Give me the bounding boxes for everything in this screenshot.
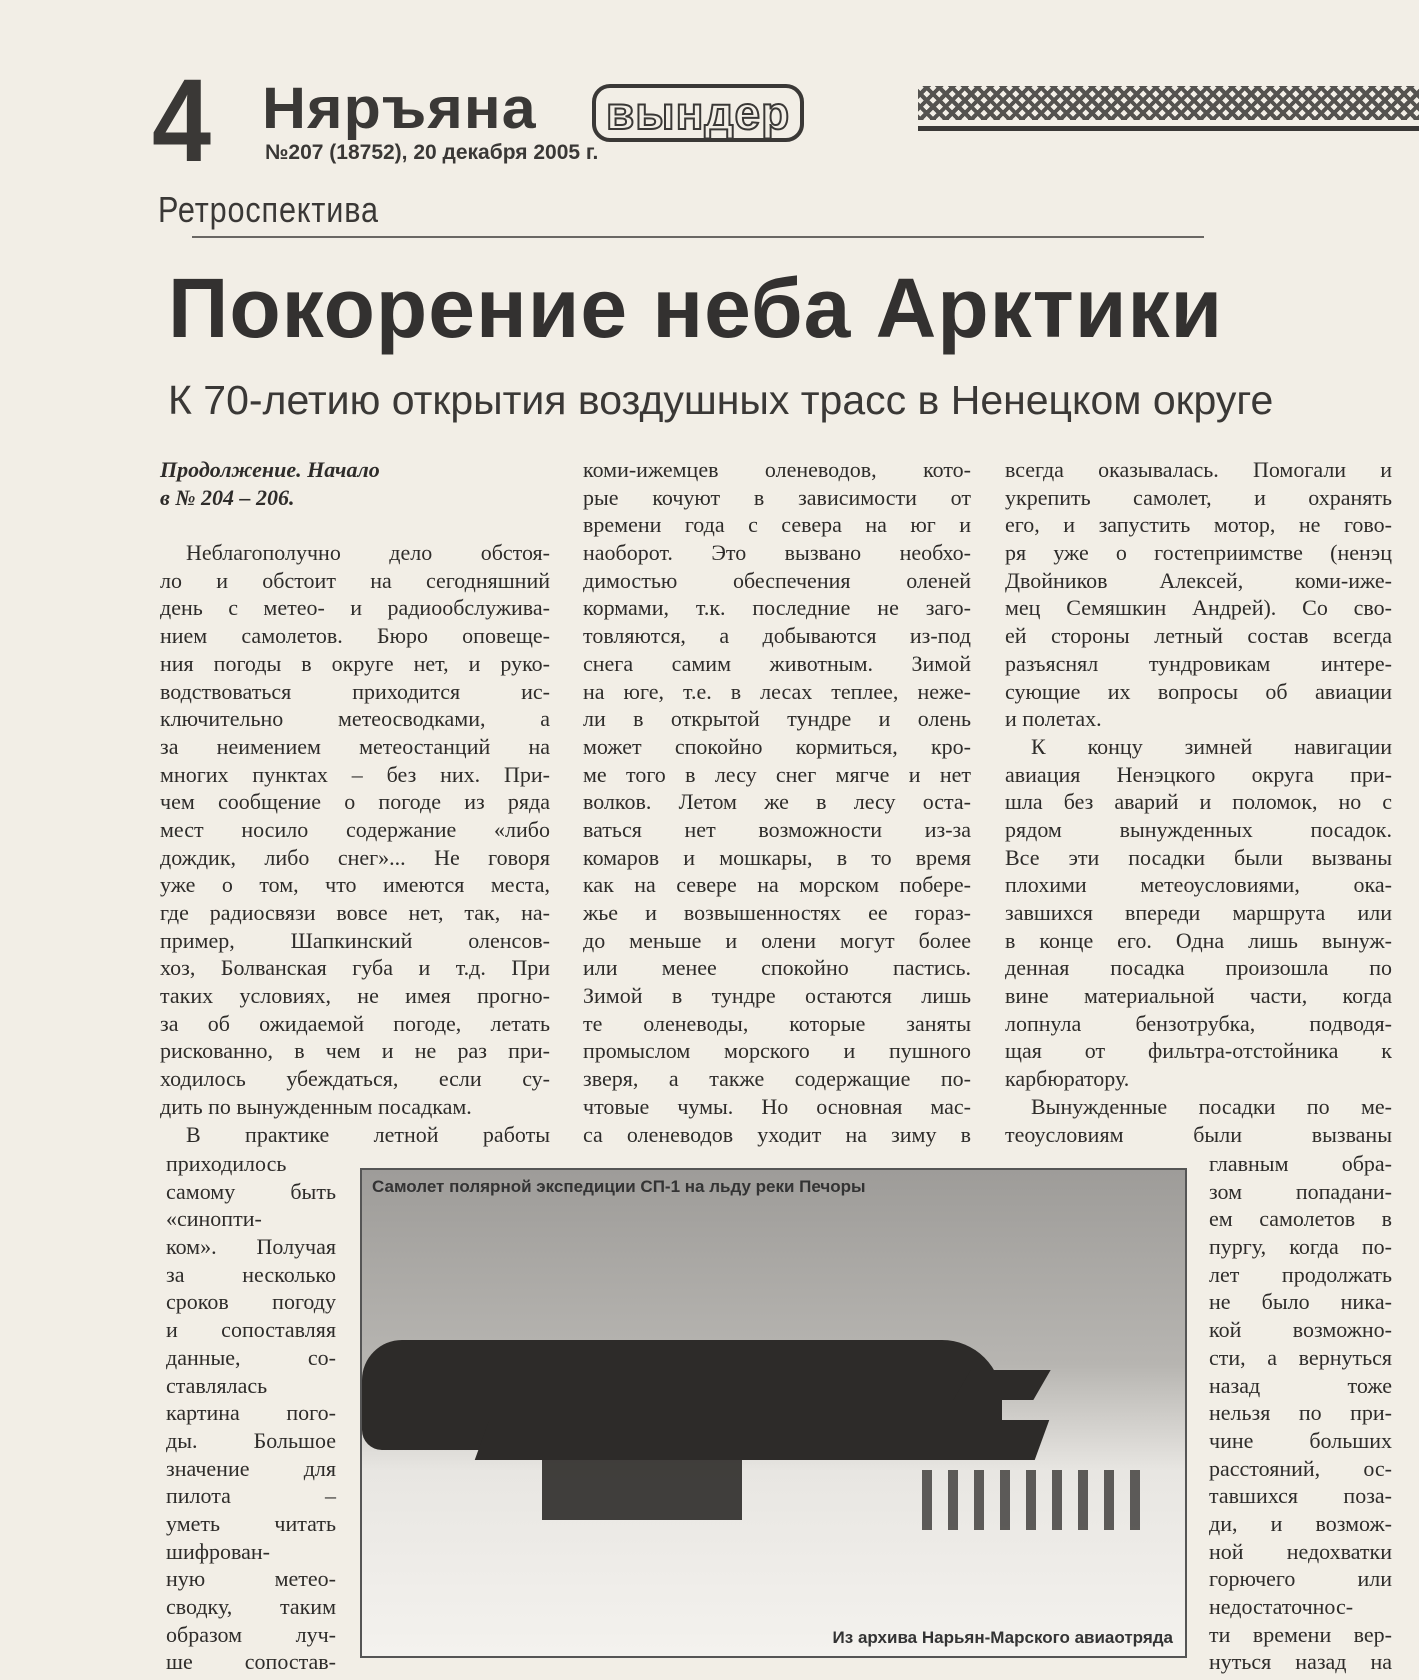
rubric-divider	[192, 236, 1204, 238]
text-line: нием самолетов. Бюро оповеще-	[160, 623, 550, 649]
text-line: чине больших	[1209, 1427, 1392, 1453]
text-line: жье и возвышенностях ее гораз-	[583, 900, 971, 925]
text-line: денная посадка произошла по	[1005, 955, 1392, 981]
article-column-3	[1005, 456, 1392, 1148]
text-line: ди, и возмож-	[1209, 1510, 1392, 1536]
page-number: 4	[152, 55, 212, 187]
text-line: где радиосвязи вовсе нет, так, на-	[160, 900, 550, 925]
text-line: водствоваться приходится ис-	[160, 678, 550, 704]
text-line: чем сообщение о погоде из ряда	[160, 789, 550, 815]
text-line: вине материальной части, когда	[1005, 983, 1392, 1009]
text-line: всегда оказывалась. Помогали и	[1005, 457, 1392, 482]
text-line: рые кочуют в зависимости от	[583, 484, 971, 510]
text-line: недостаточнос-	[1209, 1594, 1354, 1619]
text-line: тавшихся поза-	[1209, 1483, 1392, 1509]
text-line: сти, а вернуться	[1209, 1344, 1392, 1370]
text-line: те оленеводы, которые заняты	[583, 1010, 971, 1036]
text-line: мест носило содержание «либо	[160, 816, 550, 842]
text-line: рядом вынужденных посадок.	[1005, 816, 1392, 842]
text-line: ли в открытой тундре и олень	[583, 706, 971, 732]
article-column-1-wrap	[166, 1150, 336, 1676]
text-line: ваться нет возможности из-за	[583, 816, 971, 842]
text-line: комаров и мошкары, в то время	[583, 844, 971, 870]
text-line: зверя, а также содержащие по-	[583, 1066, 971, 1092]
text-line	[160, 511, 550, 539]
text-line: данные, со-	[166, 1344, 336, 1370]
text-line: теоусловиям были вызваны	[1005, 1121, 1392, 1147]
text-line: разъяснял тундровикам интере-	[1005, 650, 1392, 676]
text-line: за об ожидаемой погоде, летать	[160, 1010, 550, 1036]
text-line: авиация Ненэцкого округа при-	[1005, 761, 1392, 787]
headline: Покорение неба Арктики	[168, 261, 1224, 355]
text-line: Двойников Алексей, коми-иже-	[1005, 567, 1392, 593]
article-photo	[360, 1168, 1187, 1658]
text-line: плохими метеоусловиями, ока-	[1005, 872, 1392, 898]
text-line: и полетах.	[1005, 706, 1102, 732]
text-line: ря уже о гостеприимстве (ненэц	[1005, 540, 1392, 566]
rubric-label: Ретроспектива	[158, 189, 379, 230]
text-line: товляются, а добываются из-под	[583, 623, 971, 649]
text-line: мец Семяшкин Андрей). Со сво-	[1005, 595, 1392, 621]
plane-wing	[475, 1420, 1050, 1460]
text-line: наоборот. Это вызвано необхо-	[583, 540, 971, 566]
text-line: нельзя по при-	[1209, 1400, 1392, 1426]
text-line: самому быть	[166, 1178, 336, 1204]
text-line: значение для	[166, 1455, 336, 1481]
plane-gear	[542, 1460, 742, 1520]
text-line: ния погоды в округе нет, и руко-	[160, 650, 550, 676]
subtitle: К 70-летию открытия воздушных трасс в Ненецком округе	[168, 377, 1274, 423]
text-line: пилота –	[166, 1483, 336, 1509]
people-group	[922, 1470, 1152, 1530]
text-line: главным обра-	[1209, 1151, 1392, 1176]
text-line: димостью обеспечения оленей	[583, 567, 971, 593]
newspaper-title: Няръяна	[262, 76, 537, 141]
text-line: образом луч-	[166, 1621, 336, 1647]
text-line: его, и запустить мотор, не гово-	[1005, 512, 1392, 538]
article-column-2	[583, 456, 971, 1148]
text-line: за неимением метеостанций на	[160, 733, 550, 759]
text-line: Вынужденные посадки по ме-	[1031, 1093, 1392, 1119]
text-line: ти времени вер-	[1209, 1621, 1392, 1647]
text-line: расстояний, ос-	[1209, 1455, 1392, 1481]
text-line: назад тоже	[1209, 1372, 1392, 1398]
text-line: пургу, когда по-	[1209, 1234, 1392, 1260]
text-line: и сопоставляя	[166, 1317, 336, 1343]
ornament-rule	[918, 126, 1419, 131]
ornament-band	[918, 86, 1419, 120]
text-line: К концу зимней навигации	[1031, 733, 1392, 759]
text-line: сроков погоду	[166, 1289, 336, 1315]
text-line: волков. Летом же в лесу оста-	[583, 789, 971, 815]
plane-tail	[953, 1370, 1050, 1400]
text-line: ключительно метеосводками, а	[160, 706, 550, 732]
text-line: многих пунктах – без них. При-	[160, 761, 550, 787]
issue-info: №207 (18752), 20 декабря 2005 г.	[265, 141, 599, 164]
text-line: на юге, т.е. в лесах теплее, неже-	[583, 678, 971, 704]
text-line: дить по вынужденным посадкам.	[160, 1093, 472, 1119]
text-line: ем самолетов в	[1209, 1206, 1392, 1232]
text-line: в № 204 – 206.	[160, 484, 295, 510]
text-line: пример, Шапкинский оленсов-	[160, 927, 550, 953]
text-line: ную метео-	[166, 1566, 336, 1592]
text-line: лопнула бензотрубка, подводя-	[1005, 1010, 1392, 1036]
text-line: «синопти-	[166, 1206, 262, 1232]
text-line: ды. Большое	[166, 1427, 336, 1453]
article-column-3-wrap	[1209, 1150, 1392, 1676]
text-line: укрепить самолет, и охранять	[1005, 484, 1392, 510]
text-line: горючего или	[1209, 1566, 1392, 1592]
text-line: В практике летной работы	[186, 1121, 550, 1147]
text-line: карбюратору.	[1005, 1066, 1130, 1092]
text-line: зом попадани-	[1209, 1178, 1392, 1204]
text-line: Все эти посадки были вызваны	[1005, 844, 1392, 870]
text-line: в конце его. Одна лишь вынуж-	[1005, 927, 1392, 953]
text-line: до меньше и олени могут более	[583, 927, 971, 953]
text-line: ставлялась	[166, 1372, 268, 1398]
text-line: приходилось	[166, 1151, 287, 1176]
text-line: уже о том, что имеются места,	[160, 872, 550, 898]
text-line: как на севере на морском побере-	[583, 872, 971, 898]
text-line: не было никa-	[1209, 1289, 1392, 1315]
article-column-1	[160, 456, 550, 1148]
text-line: нуться назад на	[1209, 1649, 1392, 1675]
text-line: лет продолжать	[1209, 1261, 1392, 1287]
text-line: Неблагополучно дело обстоя-	[186, 540, 550, 566]
text-line: ме того в лесу снег мягче и нет	[583, 761, 971, 787]
text-line: ком». Получая	[166, 1234, 336, 1260]
text-line: ей стороны летный состав всегда	[1005, 623, 1392, 649]
text-line: рискованно, в чем и не раз при-	[160, 1038, 550, 1064]
text-line: промыслом морского и пушного	[583, 1038, 971, 1064]
text-line: таких условиях, не имея прогно-	[160, 983, 550, 1009]
text-line: времени года с севера на юг и	[583, 512, 971, 538]
text-line: дождик, либо снег»... Не говоря	[160, 844, 550, 870]
text-line: са оленеводов уходит на зиму в	[583, 1121, 971, 1147]
text-line: завшихся впереди маршрута или	[1005, 900, 1392, 925]
text-line: уметь читать	[166, 1510, 336, 1536]
text-line: или менее спокойно пастись.	[583, 955, 971, 981]
photo-credit: Из архива Нарьян-Марского авиаотряда	[832, 1628, 1173, 1647]
text-line: Продолжение. Начало	[160, 457, 380, 482]
text-line: чтовые чумы. Но основная мас-	[583, 1093, 971, 1119]
newspaper-title-logo: вындер	[592, 84, 804, 142]
text-line: шифрован-	[166, 1538, 270, 1564]
text-line: картина пого-	[166, 1400, 336, 1426]
text-line: ше сопостав-	[166, 1649, 336, 1675]
text-line: сводку, таким	[166, 1594, 336, 1619]
text-line: ло и обстоит на сегодняшний	[160, 567, 550, 593]
text-line: щая от фильтра-отстойника к	[1005, 1038, 1392, 1064]
text-line: коми-ижемцев оленеводов, кото-	[583, 457, 971, 482]
text-line: снега самим животным. Зимой	[583, 650, 971, 676]
text-line: кормами, т.к. последние не заго-	[583, 595, 971, 621]
text-line: может спокойно кормиться, кро-	[583, 733, 971, 759]
text-line: день с метео- и радиообслужива-	[160, 595, 550, 621]
text-line: Зимой в тундре остаются лишь	[583, 983, 971, 1009]
text-line: за несколько	[166, 1261, 336, 1287]
text-line: кой возможно-	[1209, 1317, 1392, 1343]
photo-caption: Самолет полярной экспедиции СП-1 на льду реки Печоры	[372, 1177, 866, 1196]
text-line: сующие их вопросы об авиации	[1005, 678, 1392, 704]
text-line: ной недохватки	[1209, 1538, 1392, 1564]
text-line: хоз, Болванская губа и т.д. При	[160, 955, 550, 981]
text-line: ходилось убеждаться, если су-	[160, 1066, 550, 1092]
text-line: шла без аварий и поломок, но с	[1005, 789, 1392, 815]
